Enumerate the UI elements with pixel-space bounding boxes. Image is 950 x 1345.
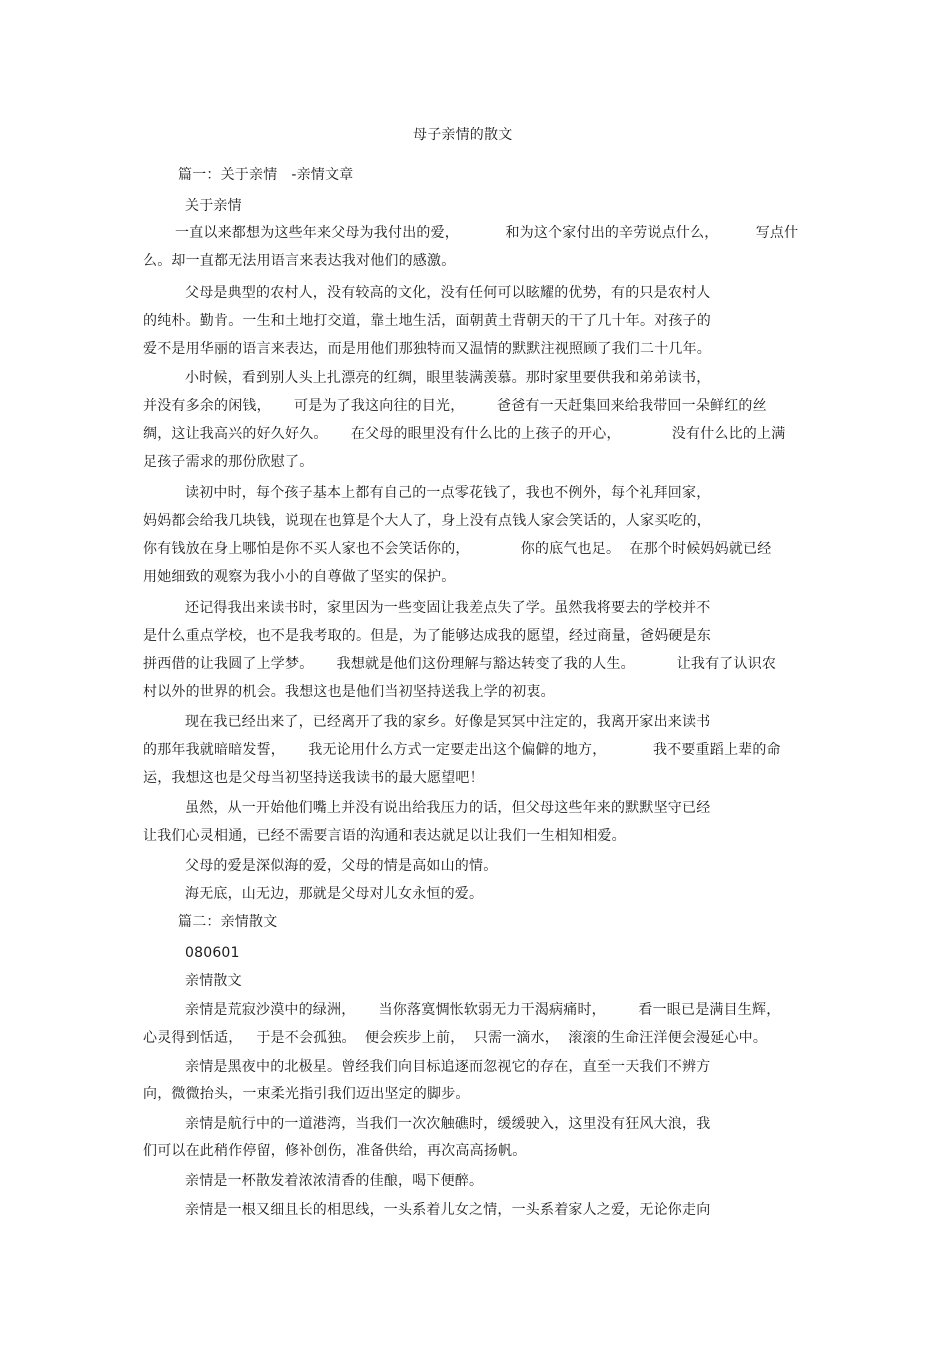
subheading: 亲情散文 (185, 973, 242, 989)
text-line: 亲情是黑夜中的北极星。曾经我们向目标追逐而忽视它的存在，直至一天我们不辨方 (185, 1059, 711, 1075)
text-line: 的纯朴。勤肯。一生和土地打交道，靠土地生活，面朝黄土背朝天的干了几十年。对孩子的 (143, 313, 711, 329)
text-line: 父母是典型的农村人，没有较高的文化，没有任何可以眩耀的优势，有的只是农村人 (185, 285, 711, 301)
text-line: 的那年我就暗暗发誓， 我无论用什么方式一定要走出这个偏僻的地方， 我不要重蹈上辈的命 (143, 742, 781, 758)
text-line: 向，微微抬头，一束柔光指引我们迈出坚定的脚步。 (143, 1086, 470, 1102)
text-line: 用她细致的观察为我小小的自尊做了坚实的保护。 (143, 569, 456, 585)
text-line: 亲情是一杯散发着浓浓清香的佳酿，喝下便醉。 (185, 1173, 484, 1189)
doc-code: 080601 (185, 945, 240, 961)
text-line: 么。却一直都无法用语言来表达我对他们的感激。 (143, 253, 456, 269)
subheading: 关于亲情 (185, 198, 242, 214)
text-line: 还记得我出来读书时，家里因为一些变固让我差点失了学。虽然我将要去的学校并不 (185, 600, 711, 616)
text-line: 虽然，从一开始他们嘴上并没有说出给我压力的话，但父母这些年来的默默坚守已经 (185, 800, 711, 816)
text-line: 们可以在此稍作停留，修补创伤，准备供给，再次高高扬帆。 (143, 1143, 527, 1159)
text-line: 是什么重点学校，也不是我考取的。但是，为了能够达成我的愿望，经过商量，爸妈硬是东 (143, 628, 711, 644)
text-line: 亲情是荒寂沙漠中的绿洲， 当你落寞惆怅软弱无力干渴病痛时， 看一眼已是满目生辉， (185, 1002, 781, 1018)
text-line: 小时候，看到别人头上扎漂亮的红绸，眼里装满羡慕。那时家里要供我和弟弟读书， (185, 370, 711, 386)
text-line: 绸，这让我高兴的好久好久。 在父母的眼里没有什么比的上孩子的开心， 没有什么比的上满 (143, 426, 786, 442)
text-line: 村以外的世界的机会。我想这也是他们当初坚持送我上学的初衷。 (143, 684, 555, 700)
text-line: 读初中时，每个孩子基本上都有自己的一点零花钱了，我也不例外，每个礼拜回家， (185, 485, 711, 501)
text-line: 拼西借的让我圆了上学梦。 我想就是他们这份理解与豁达转变了我的人生。 让我有了认识农 (143, 656, 777, 672)
text-line: 心灵得到恬适， 于是不会孤独。 便会疾步上前， 只需一滴水， 滚滚的生命汪洋便会漫延心中。 (143, 1030, 768, 1046)
text-line: 现在我已经出来了，已经离开了我的家乡。好像是冥冥中注定的，我离开家出来读书 (185, 714, 711, 730)
text-line: 运，我想这也是父母当初坚持送我读书的最大愿望吧！ (143, 770, 484, 786)
section-heading-1: 篇一：关于亲情 -亲情文章 (178, 167, 354, 183)
text-line: 让我们心灵相通，已经不需要言语的沟通和表达就足以让我们一生相知相爱。 (143, 828, 626, 844)
text-line: 一直以来都想为这些年来父母为我付出的爱， 和为这个家付出的辛劳说点什么， 写点什 (175, 225, 799, 241)
text-line: 并没有多余的闲钱， 可是为了我这向往的目光， 爸爸有一天赶集回来给我带回一朵鲜红的丝 (143, 398, 767, 414)
section-heading-2: 篇二：亲情散文 (178, 914, 278, 930)
text-line: 你有钱放在身上哪怕是你不买人家也不会笑话你的， 你的底气也足。 在那个时候妈妈就已经 (143, 541, 772, 557)
text-line: 妈妈都会给我几块钱，说现在也算是个大人了，身上没有点钱人家会笑话的，人家买吃的， (143, 513, 711, 529)
text-line: 亲情是一根又细且长的相思线，一头系着儿女之情，一头系着家人之爱，无论你走向 (185, 1202, 711, 1218)
text-line: 父母的爱是深似海的爱，父母的情是高如山的情。 (185, 858, 498, 874)
text-line: 亲情是航行中的一道港湾，当我们一次次触礁时，缓缓驶入，这里没有狂风大浪，我 (185, 1116, 711, 1132)
page-title: 母子亲情的散文 (413, 127, 513, 143)
text-line: 海无底，山无边，那就是父母对儿女永恒的爱。 (185, 886, 484, 902)
text-line: 足孩子需求的那份欣慰了。 (143, 454, 314, 470)
text-line: 爱不是用华丽的语言来表达，而是用他们那独特而又温情的默默注视照顾了我们二十几年。 (143, 341, 711, 357)
